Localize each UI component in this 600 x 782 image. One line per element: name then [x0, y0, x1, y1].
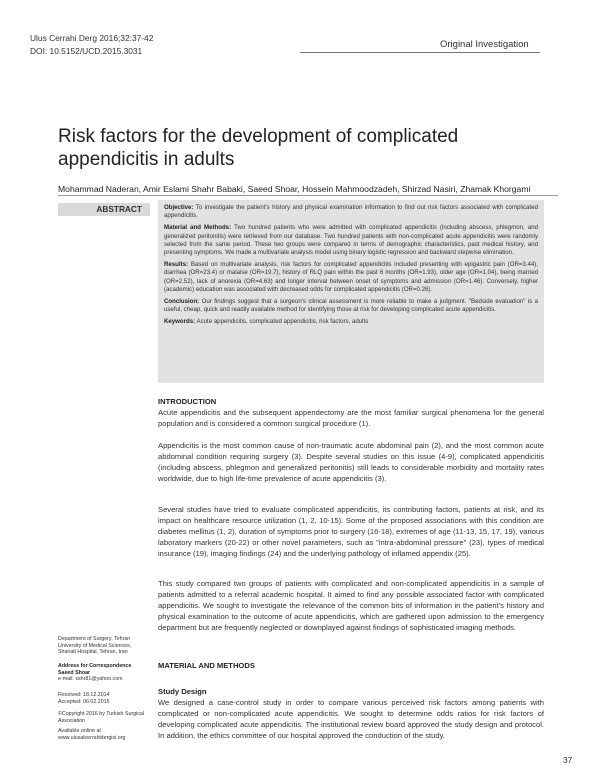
correspondence-name: Saeed Shoar [58, 669, 91, 676]
introduction-heading: INTRODUCTION [158, 397, 217, 406]
paragraph: Appendicitis is the most common cause of non-traumatic acute abdominal pain (2), and the most common acute abdominal condition requiring surgery (3). Despite several studies on this issue (4-9), complicated appendicitis (including abscess, phlegmon and generalized peritonitis) still leads to considerable morbidity and mortality rates worldwide, due to high life-time prevalence of acute appendicitis (3). [158, 441, 544, 484]
paragraph: Acute appendicitis and the subsequent appendectomy are the most familiar surgical phenomena for the general population and is considered a common surgical procedure (1). [158, 408, 544, 429]
dates [58, 692, 150, 705]
study-design-text: We designed a case-control study in order to compare various perceived risk factors among patients with complicated or non-complicated acute appendicitis. We sought to determine odds ratios for risk factors of developing complicated acute appendicitis. The institutional review board approved the study design and protocol. In addition, the ethics committee of our hospital approved the conduction of the study. [158, 698, 544, 741]
header-rule [300, 52, 540, 53]
article-title: Risk factors for the development of complicated appendicitis in adults [58, 126, 459, 170]
paragraph: Several studies have tried to evaluate complicated appendicitis, its contributing factors, patients at risk, and its impact on healthcare resource utilization (1, 2, 10-15). Some of the proposed associations with this condition are diabetes mellitus (1, 2), duration of symptoms prior to surgery (16-18), extremes of age (11-13, 15, 17, 19), various laboratory markers (20-22) or other novel parameters, such as "intra-abdominal pressure" (23), types of medical insurance (19), imaging findings (24) and the underlying pathology of inflamed appendix (25). [158, 505, 544, 559]
abstract-conclusion: Conclusion: Our findings suggest that a surgeon's clinical assessment is more reliable to make a judgment. "Bedside evaluation" is a useful, cheap, quick and readily available method for identifying those at risk for developing complicated acute appendicitis. [164, 298, 538, 314]
paragraph: This study compared two groups of patients with complicated and non-complicated appendicitis in a sample of patients admitted to a referral academic hospital. It aimed to find any possible associated factor with complicated appendicitis. We sought to investigate the relevance of the common bits of information in the patient's history and physical examination to the outcome of acute appendicitis, which are gathered upon admission to the emergency department but are frequently neglected or downplayed against findings of sophisticated imaging methods. [158, 579, 544, 633]
study-design-heading: Study Design [158, 687, 207, 696]
journal-citation: Ulus Cerrahi Derg 2016;32:37-42 [30, 33, 154, 43]
abstract-results: Results: Based on multivariate analysis, risk factors for complicated appendicitis included presenting with epigastric pain (OR=3.44), diarrhea (OR=23.4) or malaise (OR=19.7), history of RLQ pain within the past 6 months (OR=1.93), older age (OR=1.04), being married (OR=2.52), lack of anorexia (OR=4.63) and longer interval between onset of symptoms and admission (OR=1.46). Conversely, higher (academic) education was associated with decreased odds for complicated appendicitis (OR=0.26). [164, 261, 538, 293]
correspondence-label: Address for Correspondence [58, 663, 132, 669]
accepted-date: Accepted: 06.02.2015 [58, 698, 110, 705]
correspondence [58, 663, 150, 683]
affiliation: Department of Surgery, Tehran University of Medical Sciences, Shariati Hospital, Tehran, Iran [58, 636, 132, 655]
doi: DOI: 10.5152/UCD.2015.3031 [30, 46, 143, 56]
author-rule [58, 195, 558, 196]
abstract-keywords: Keywords: Acute appendicitis, complicated appendicitis, risk factors, adults [164, 318, 369, 326]
article-type: Original Investigation [440, 39, 529, 50]
abstract-box [158, 200, 544, 383]
introduction-section [158, 396, 544, 429]
online-availability: Available online at www.ulusalcerrahidergisi.org [58, 728, 126, 741]
page-number: 37 [563, 755, 573, 765]
copyright: ©Copyright 2016 by Turkish Surgical Association [58, 711, 145, 724]
author-list: Mohammad Naderan, Amir Eslami Shahr Babaki, Saeed Shoar, Hossein Mahmoodzadeh, Shirzad Nasiri, Zhamak Khorgami [58, 184, 531, 194]
received-date: Received: 18.12.2014 [58, 692, 110, 698]
abstract-label: ABSTRACT [58, 203, 150, 216]
abstract-objective: Objective: To investigate the patient's history and physical examination information to find out risk factors associated with complicated appendicitis. [164, 204, 538, 220]
abstract-methods: Material and Methods: Two hundred patients who were admitted with complicated appendicitis (including abscess, phlegmon, and generalized peritonitis) were retrieved from our database. Two hundred patients with non-complicated acute appendicitis were randomly selected from the same period. These two groups were compared in terms of demographic characteristics, past medical history, and presenting symptoms. We made a multivariate analysis model using binary logistic regression and backward stepwise elimination. [164, 224, 538, 257]
correspondence-email: e-mail: sshr81@yahoo.com [58, 676, 123, 682]
methods-heading: MATERIAL AND METHODS [158, 661, 255, 670]
